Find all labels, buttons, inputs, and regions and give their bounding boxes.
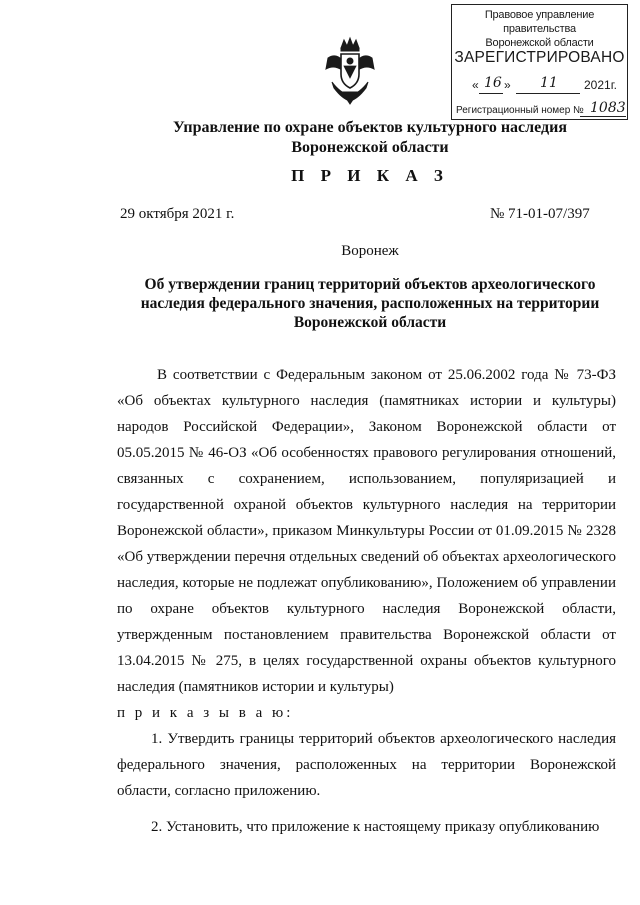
organization-title-line2: Воронежской области [291, 139, 449, 156]
preamble-paragraph: В соответствии с Федеральным законом от 25.06.2002 года № 73-ФЗ «Об объектах культурного наследия (памятниках истории и культуры) народов Российской Федерации», Законом Воронежской области от 05.05.2015 № 46-ОЗ «Об особенностях правового регулирования отношений, связанных с сохранением, использованием, популяризацией и государственной охраной объектов культурного наследия на территории Воронежской области», приказом Минкультуры России от 01.09.2015 № 2328 «Об утверждении перечня отдельных сведений об объектах археологического наследия, которые не подлежат опубликованию», Положением об управлении по охране объектов культурного наследия Воронежской области, утвержденным постановлением правительства Воронежской области от 13.04.2015 № 275, в целях государственной охраны объектов культурного наследия (памятников истории и культуры) [117, 367, 616, 695]
subject-line3: Воронежской области [293, 314, 447, 331]
organization-title-line1: Управление по охране объектов культурного наследия [173, 119, 567, 136]
subject-line2: наследия федерального значения, расположенных на территории [140, 295, 600, 312]
stamp-organization [452, 8, 627, 50]
stamp-close-quote: » [504, 78, 511, 92]
stamp-month: 11 [540, 75, 558, 91]
stamp-reg-number: 1083 [590, 100, 626, 116]
subject-line1: Об утверждении границ территорий объектов археологического [144, 276, 596, 293]
stamp-year: 2021г. [584, 78, 617, 92]
document-number: № 71-01-07/397 [490, 206, 590, 222]
document-body [117, 362, 616, 840]
document-city: Воронеж [341, 243, 399, 259]
stamp-day-underline [479, 93, 503, 94]
document-date: 29 октября 2021 г. [120, 206, 235, 222]
item-1-paragraph: 1. Утвердить границы территорий объектов археологического наследия федерального значения, расположенных на территории Воронежской области, согласно приложению. [117, 731, 616, 799]
document-subject [0, 275, 640, 332]
document-type: П Р И К А З [291, 166, 449, 185]
stamp-month-underline [516, 93, 580, 94]
coat-of-arms-icon [320, 36, 380, 106]
stamp-open-quote: « [472, 78, 479, 92]
stamp-reg-label: Регистрационный номер № [456, 105, 584, 116]
stamp-number-underline [580, 116, 626, 117]
stamp-status: ЗАРЕГИСТРИРОВАНО [454, 49, 625, 66]
stamp-org-line1: Правовое управление правительства [484, 9, 595, 35]
stamp-date [452, 76, 627, 96]
registration-stamp [451, 4, 628, 120]
orders-word: п р и к а з ы в а ю: [117, 705, 294, 721]
stamp-org-line2: Воронежской области [485, 37, 594, 49]
item-2-paragraph: 2. Установить, что приложение к настоящему приказу опубликованию [151, 819, 600, 835]
stamp-day: 16 [484, 75, 502, 91]
organization-title [0, 118, 640, 158]
